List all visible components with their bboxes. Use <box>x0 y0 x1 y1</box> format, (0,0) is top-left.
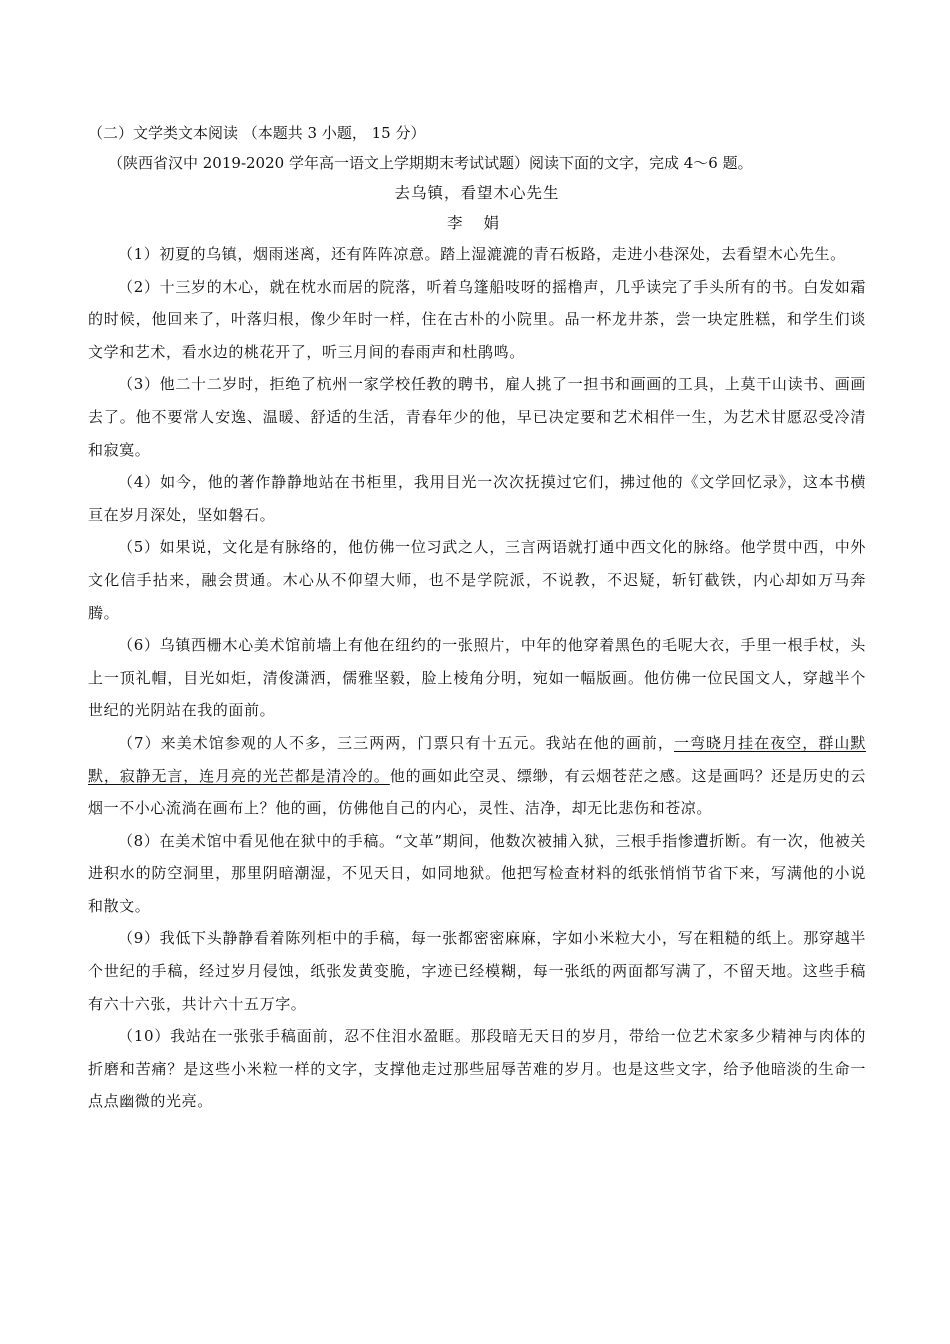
paragraph-7-underlined-sentence: 一弯晓月挂在夜空，群山默默，寂静无言，连月亮的光芒都是清冷的。 <box>88 733 867 785</box>
paragraph-7 <box>88 727 866 825</box>
article-author: 李 娟 <box>447 214 507 232</box>
paragraph-5: （5）如果说，文化是有脉络的，他仿佛一位习武之人，三言两语就打通中西文化的脉络。他学贯中西，中外文化信手拈来，融会贯通。木心从不仰望大师，也不是学院派，不说教，不迟疑，斩钉截铁，内心却如万马奔腾。 <box>88 538 866 622</box>
paragraph-7-after: 他的画如此空灵、缥缈，有云烟苍茫之感。这是画吗？还是历史的云烟一不小心流淌在画布上？他的画，仿佛他自己的内心，灵性、洁净，却无比悲伤和苍凉。 <box>88 766 866 818</box>
paragraph-8: （8）在美术馆中看见他在狱中的手稿。“文革”期间，他数次被捕入狱，三根手指惨遭折断。有一次，他被关进积水的防空洞里，那里阴暗潮湿，不见天日，如同地狱。他把写检查材料的纸张悄悄节省下来，写满他的小说和散文。 <box>88 831 866 915</box>
paragraph-3: （3）他二十二岁时，拒绝了杭州一家学校任教的聘书，雇人挑了一担书和画画的工具，上莫干山读书、画画去了。他不要常人安逸、温暖、舒适的生活，青春年少的他，早已决定要和艺术相伴一生，为艺术甘愿忍受冷清和寂寞。 <box>88 375 866 459</box>
paragraph-7-before: （7）来美术馆参观的人不多，三三两两，门票只有十五元。我站在他的画前， <box>118 733 674 752</box>
section-heading: （二）文学类文本阅读 （本题共 3 小题， 15 分） <box>88 124 426 142</box>
article-title: 去乌镇，看望木心先生 <box>394 184 560 202</box>
source-instruction: （陕西省汉中 2019-2020 学年高一语文上学期期末考试试题）阅读下面的文字，完成 4～6 题。 <box>108 154 753 172</box>
paragraph-6: （6）乌镇西栅木心美术馆前墙上有他在纽约的一张照片，中年的他穿着黑色的毛呢大衣，手里一根手杖，头上一顶礼帽，目光如炬，清俊潇洒，儒雅坚毅，脸上棱角分明，宛如一幅版画。他仿佛一位民国文人，穿越半个世纪的光阴站在我的面前。 <box>88 636 866 720</box>
paragraph-4: （4）如今，他的著作静静地站在书柜里，我用目光一次次抚摸过它们，拂过他的《文学回忆录》，这本书横亘在岁月深处，坚如磐石。 <box>88 473 866 524</box>
paragraph-9: （9）我低下头静静看着陈列柜中的手稿，每一张都密密麻麻，字如小米粒大小，写在粗糙的纸上。那穿越半个世纪的手稿，经过岁月侵蚀，纸张发黄变脆，字迹已经模糊，每一张纸的两面都写满了，不留天地。这些手稿有六十六张，共计六十五万字。 <box>88 929 866 1013</box>
document-page <box>88 118 866 1118</box>
paragraph-1: （1）初夏的乌镇，烟雨迷离，还有阵阵凉意。踏上湿漉漉的青石板路，走进小巷深处，去看望木心先生。 <box>118 245 846 263</box>
paragraph-2: （2）十三岁的木心，就在枕水而居的院落，听着乌篷船吱呀的摇橹声，几乎读完了手头所有的书。白发如霜的时候，他回来了，叶落归根，像少年时一样，住在古朴的小院里。品一杯龙井茶，尝一块定胜糕，和学生们谈文学和艺术，看水边的桃花开了，听三月间的春雨声和杜鹃鸣。 <box>88 277 866 361</box>
paragraph-10: （10）我站在一张张手稿面前，忍不住泪水盈眶。那段暗无天日的岁月，带给一位艺术家多少精神与肉体的折磨和苦痛？是这些小米粒一样的文字，支撑他走过那些屈辱苦难的岁月。也是这些文字，给予他暗淡的生命一点点幽微的光亮。 <box>88 1027 866 1111</box>
